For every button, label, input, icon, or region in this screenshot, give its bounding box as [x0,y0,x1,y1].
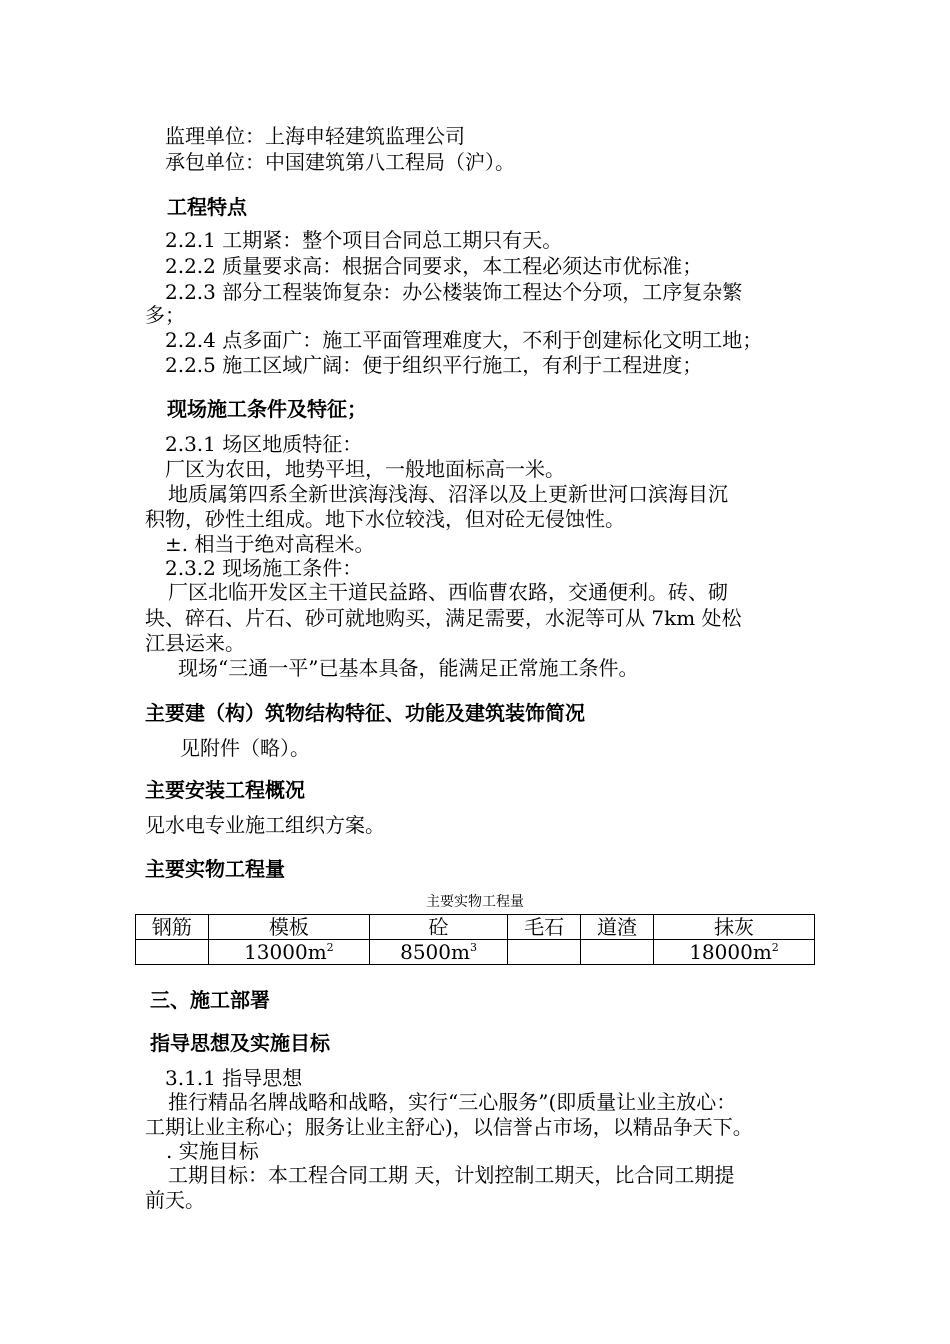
heading-quantities: 主要实物工程量 [145,857,285,881]
feature-1: 2.2.1 工期紧：整个项目合同总工期只有天。 [165,228,563,252]
value-cell: $8500m^3$ [369,940,507,965]
table-header-row [136,915,815,940]
site-5: 2.3.2 现场施工条件： [165,556,363,580]
header-cell: 抹灰 [653,915,814,940]
site-4: ±. 相当于绝对高程米。 [165,532,375,556]
guide-3: . 实施目标 [166,1139,259,1163]
site-3: 地质属第四系全新世滨海浅海、沼泽以及上更新世河口滨海目沉 [168,482,728,506]
value-cell [136,940,209,965]
heading-features: 工程特点 [167,195,247,219]
header-cell: 道渣 [581,915,654,940]
installation-text: 见水电专业施工组织方案。 [145,813,385,837]
feature-4: 2.2.4 点多面广：施工平面管理难度大，不利于创建标化文明工地； [165,328,763,352]
header-cell: 模板 [208,915,369,940]
guide-2: 推行精品名牌战略和战略，实行“三心服务”(即质量让业主放心： [168,1090,737,1114]
site-3-cont: 积物，砂性土组成。地下水位较浅，但对砼无侵蚀性。 [145,507,625,531]
value-cell: $13000m^2$ [208,940,369,965]
feature-2: 2.2.2 质量要求高：根据合同要求，本工程必须达市优标准； [165,254,703,278]
value-cell: $18000m^2$ [653,940,814,965]
header-cell: 毛石 [508,915,581,940]
value-cell [581,940,654,965]
heading-site: 现场施工条件及特征； [167,397,367,421]
heading-structure: 主要建（构）筑物结构特征、功能及建筑装饰简况 [145,701,585,725]
quantities-table [135,914,815,965]
value-cell [508,940,581,965]
guide-1: 3.1.1 指导思想 [165,1066,303,1090]
heading-deployment: 三、施工部署 [150,988,270,1012]
header-cell: 砼 [369,915,507,940]
structure-text: 见附件（略）。 [180,736,310,760]
site-6: 厂区北临开发区主干道民益路、西临曹农路，交通便利。砖、砌 [168,580,728,604]
feature-3: 2.2.3 部分工程装饰复杂：办公楼装饰工程达个分项，工序复杂繁 [165,280,743,304]
header-cell: 钢筋 [136,915,209,940]
feature-5: 2.2.5 施工区域广阔：便于组织平行施工，有利于工程进度； [165,353,703,377]
guide-2-cont: 工期让业主称心；服务让业主舒心)，以信誉占市场，以精品争天下。 [145,1115,753,1139]
site-6-cont2: 江县运来。 [145,631,245,655]
table-caption: 主要实物工程量 [426,894,524,910]
heading-installation: 主要安装工程概况 [145,778,305,802]
guide-4: 工期目标：本工程合同工期 天，计划控制工期天，比合同工期提 [168,1163,735,1187]
heading-guidance: 指导思想及实施目标 [150,1031,330,1055]
site-2: 厂区为农田，地势平坦，一般地面标高一米。 [165,457,565,481]
site-1: 2.3.1 场区地质特征： [165,432,363,456]
table-row [136,940,815,965]
site-6-cont: 块、碎石、片石、砂可就地购买，满足需要，水泥等可从 7km 处松 [145,606,742,630]
contractor-line: 承包单位：中国建筑第八工程局（沪）。 [165,150,515,174]
feature-3-cont: 多； [145,303,185,327]
supervisor-line: 监理单位：上海申轻建筑监理公司 [165,124,465,148]
guide-4-cont: 前天。 [145,1188,205,1212]
site-7: 现场“三通一平”已基本具备，能满足正常施工条件。 [178,656,639,680]
